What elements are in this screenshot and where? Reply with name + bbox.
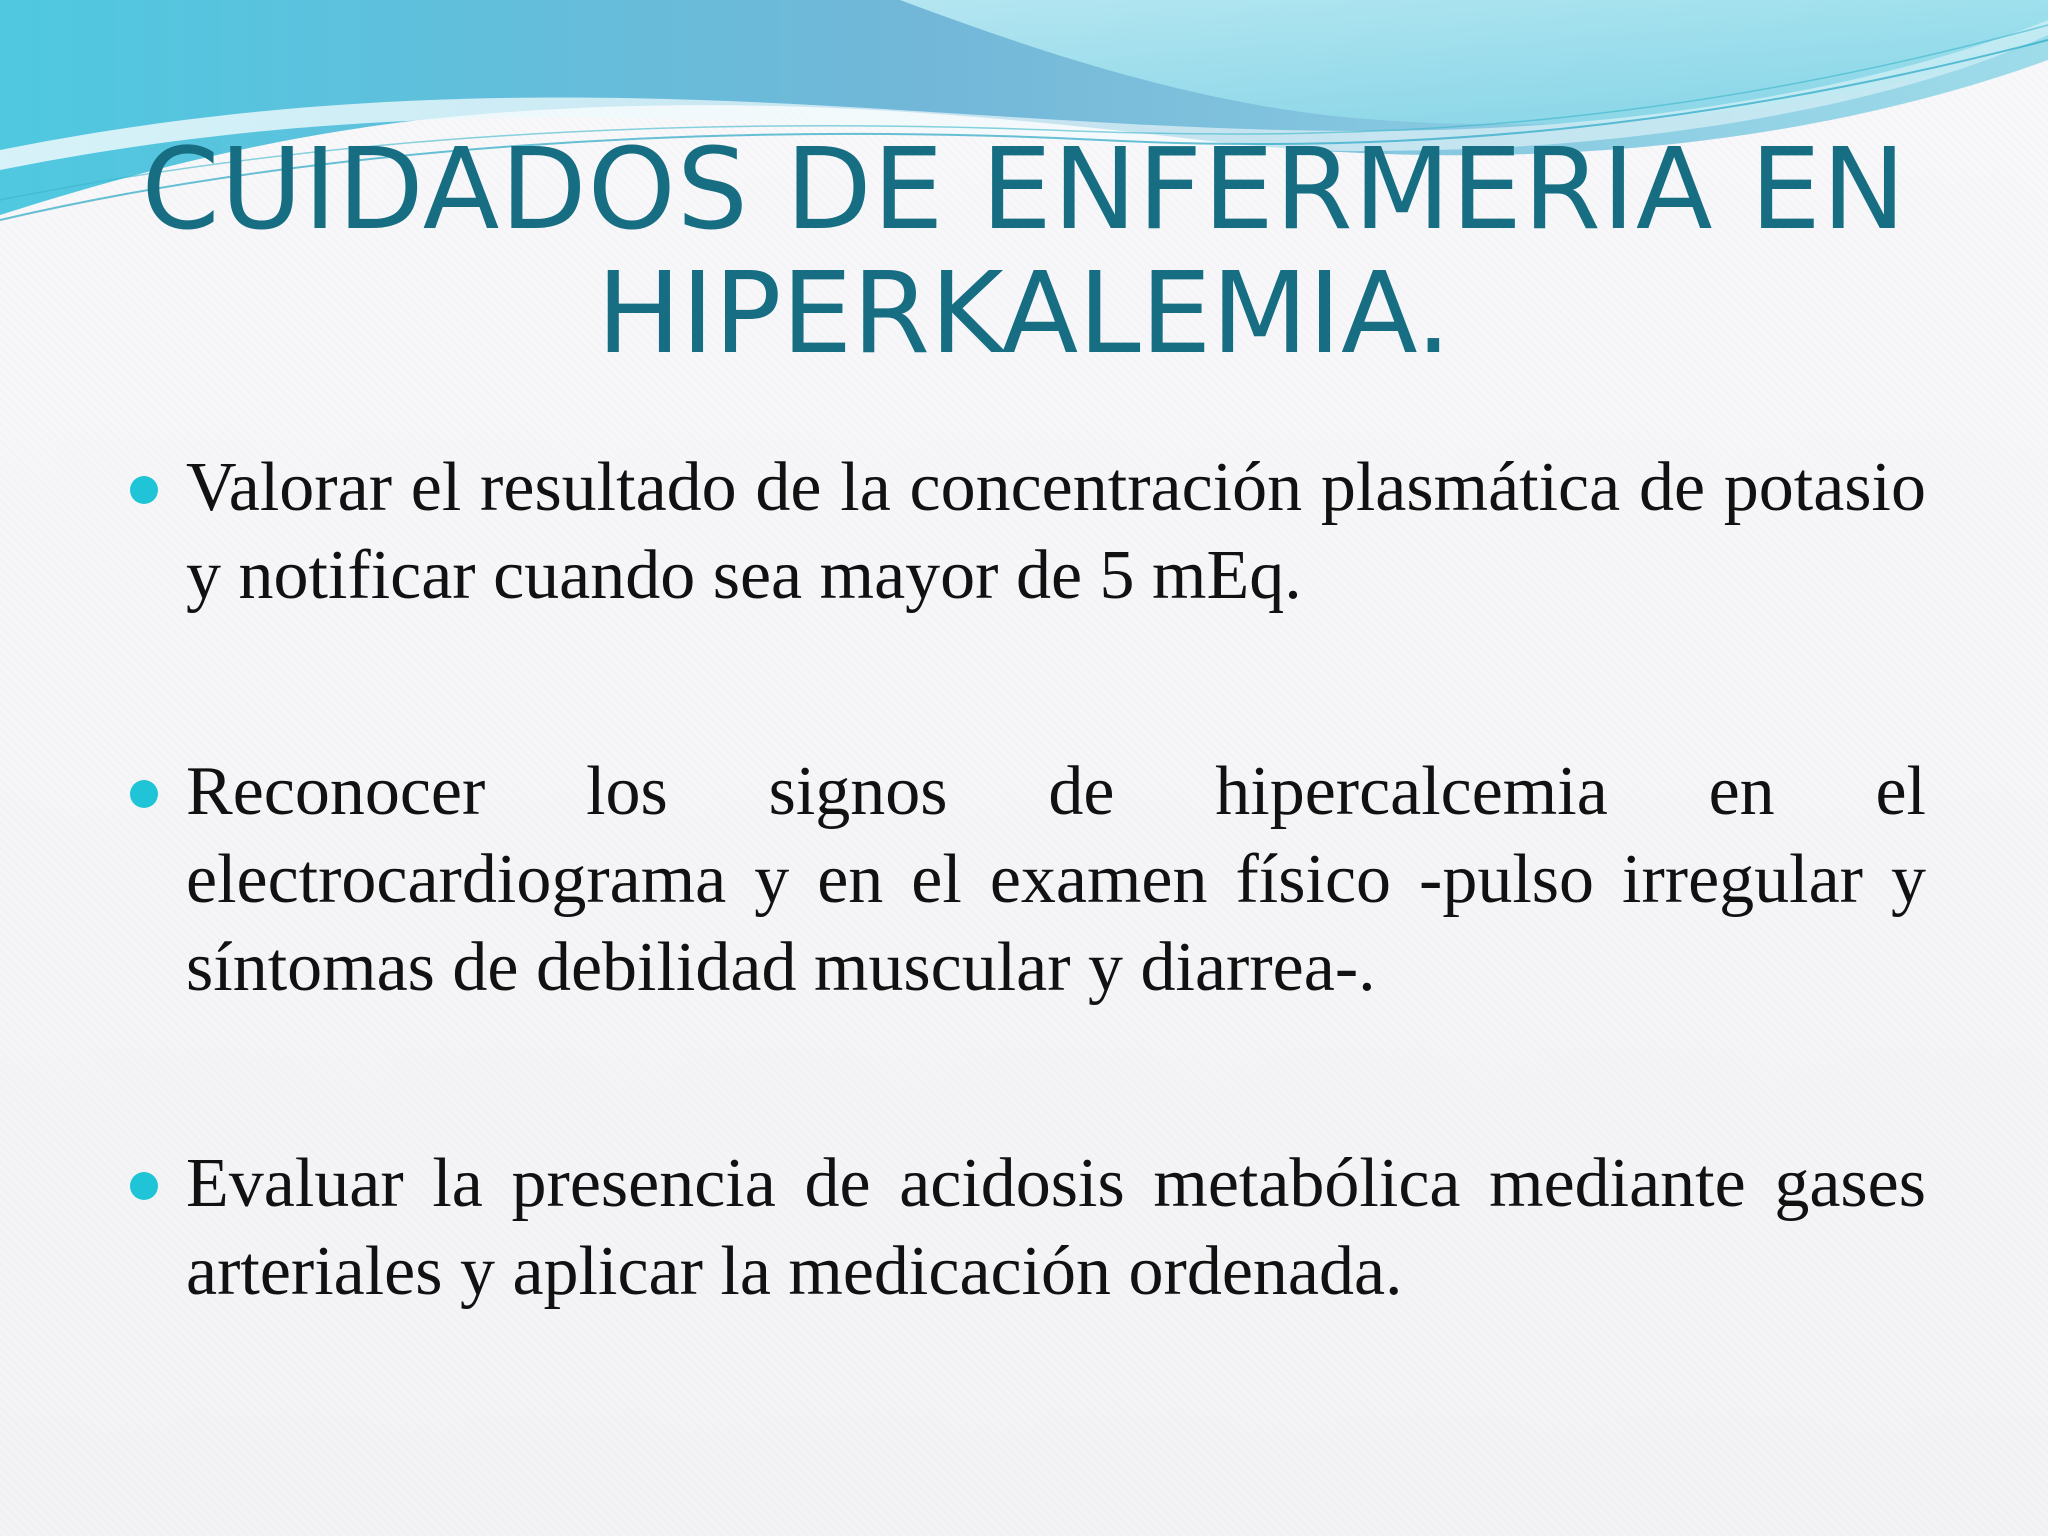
bullet-item-2 <box>186 748 1926 1012</box>
bullet-dot-icon <box>130 476 158 504</box>
slide-title <box>120 125 1928 379</box>
bullet-text: Valorar el resultado de la concentración plasmática de potasio y notificar cuando sea mayor de 5 mEq. <box>186 449 1926 614</box>
bullet-dot-icon <box>130 1172 158 1200</box>
bullet-dot-icon <box>130 780 158 808</box>
bullet-item-3 <box>186 1140 1926 1316</box>
bullet-item-1 <box>186 444 1926 620</box>
title-line-1: CUIDADOS DE ENFERMERIA EN <box>141 125 1907 255</box>
bullet-text: Evaluar la presencia de acidosis metabólica mediante gases arteriales y aplicar la medicación ordenada. <box>186 1145 1926 1310</box>
title-line-2: HIPERKALEMIA. <box>596 249 1452 379</box>
bullet-text: Reconocer los signos de hipercalcemia en el electrocardiograma y en el examen físico -pulso irregular y síntomas de debilidad muscular y diarrea-. <box>186 753 1926 1006</box>
